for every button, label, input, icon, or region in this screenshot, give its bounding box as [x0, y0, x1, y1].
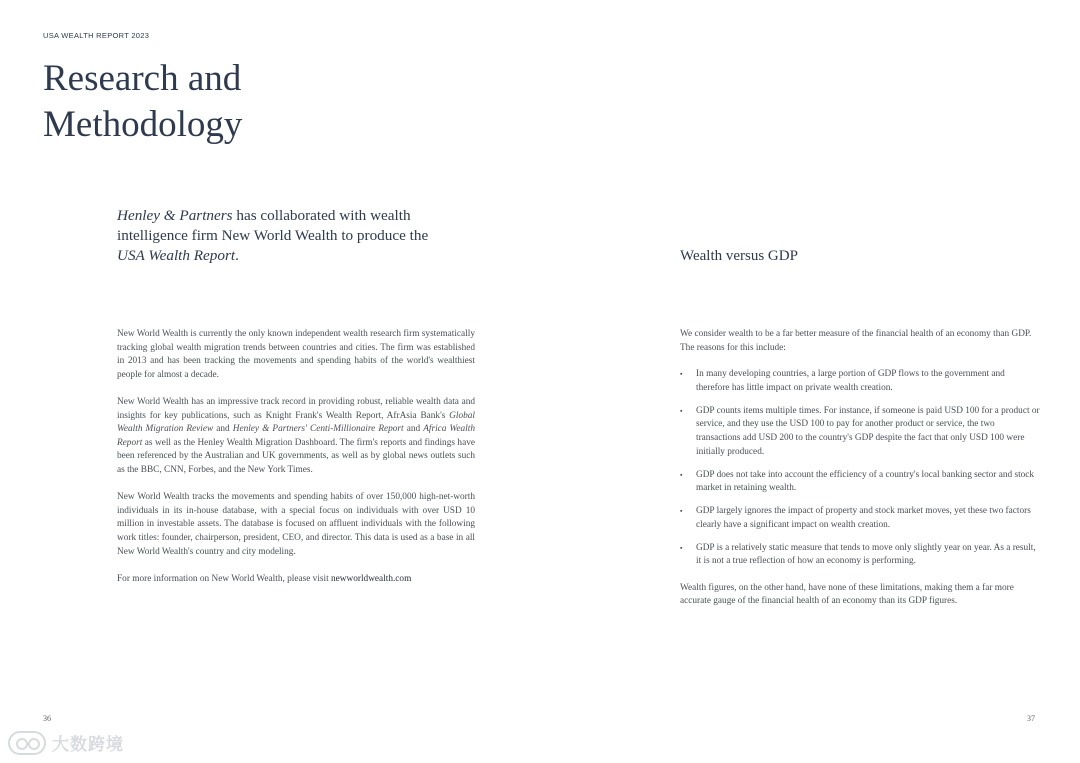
list-item: [680, 368, 1040, 395]
watermark: [8, 730, 124, 755]
left-body-text: [117, 328, 475, 600]
bullet-square-icon: ▪: [680, 470, 683, 479]
intro-paragraph: We consider wealth to be a far better measure of the financial health of an economy than GDP. The reasons for this include:: [680, 329, 1032, 353]
reasons-list: [680, 368, 1040, 569]
bullet-square-icon: ▪: [680, 507, 683, 516]
list-item-text: GDP counts items multiple times. For instance, if someone is paid USD 100 for a product or service, and they use the USD 100 to pay for another product or service, the two transactions add USD 200 to the country's GDP despite the fact that only USD 100 were initially produced.: [696, 405, 1040, 457]
section-subheading: Wealth versus GDP: [680, 248, 798, 264]
bullet-square-icon: ▪: [680, 370, 683, 379]
p2-e: and: [403, 424, 424, 435]
lede-paragraph: [117, 206, 447, 266]
list-item: [680, 405, 1040, 459]
paragraph-more-info: [117, 573, 475, 587]
paragraph-database: New World Wealth tracks the movements and spending habits of over 150,000 high-net-worth individuals in its in-house database, with a special focus on individuals with over USD 10 million in investable assets. The database is focused on affluent individuals with the following work titles: founder, chairperson, president, CEO, and director. This data is used as a base in all New World Wealth's country and city modeling.: [117, 492, 475, 557]
right-body-text: [680, 328, 1040, 622]
page-number-left: 36: [43, 714, 51, 723]
list-item-text: GDP does not take into account the efficiency of a country's local banking sector and stock market in retaining wealth.: [696, 469, 1035, 494]
paragraph-track-record: [117, 396, 475, 478]
page-title: Research and Methodology: [43, 58, 243, 145]
camera-logo-icon: [8, 731, 46, 755]
running-header: USA WEALTH REPORT 2023: [43, 31, 150, 40]
lede-mid: has collaborated with wealth intelligence firm New World Wealth to produce the: [117, 207, 429, 244]
list-item: [680, 542, 1040, 569]
p2-africa-report: Africa Wealth Report: [117, 424, 475, 448]
lede-brand: Henley & Partners: [117, 207, 233, 224]
list-item: [680, 505, 1040, 532]
p2-c: and: [213, 424, 233, 435]
p2-centi-millionaire-report: Henley & Partners' Centi-Millionaire Report: [232, 424, 404, 435]
lede-report-title: USA Wealth Report: [117, 247, 236, 264]
watermark-text: 大数跨境: [52, 735, 124, 755]
p2-migration-review: Global Wealth Migration Review: [117, 410, 475, 435]
p2-a: New World Wealth has an impressive track record in providing robust, reliable wealth data and insights for key publications, such as Knight Frank's Wealth Report, AfrAsia Bank's: [117, 396, 475, 421]
bullet-square-icon: ▪: [680, 406, 683, 415]
lede-end: .: [235, 247, 239, 264]
website-link[interactable]: newworldwealth.com: [331, 573, 412, 584]
list-item-text: In many developing countries, a large portion of GDP flows to the government and therefore has little impact on private wealth creation.: [696, 369, 1005, 393]
more-info-text: For more information on New World Wealth, please visit: [117, 573, 332, 584]
page-number-right: 37: [1027, 714, 1035, 723]
list-item: [680, 469, 1040, 496]
p2-g: as well as the Henley Wealth Migration Dashboard. The firm's reports and findings have been referenced by the Australian and UK governments, as well as by global news outlets such as the BBC, CNN, Forbes, and the New York Times.: [117, 437, 475, 475]
list-item-text: GDP largely ignores the impact of property and stock market moves, yet these two factors clearly have a significant impact on wealth creation.: [696, 506, 1031, 530]
paragraph-about: New World Wealth is currently the only known independent wealth research firm systematically tracking global wealth migration trends between countries and cities. The firm was established in 2013 and has been tracking the movements and spending habits of the world's wealthiest people for almost a decade.: [117, 329, 475, 380]
closing-paragraph: Wealth figures, on the other hand, have none of these limitations, making them a far more accurate gauge of the financial health of an economy than its GDP figures.: [680, 582, 1014, 607]
list-item-text: GDP is a relatively static measure that tends to move only slightly year on year. As a result, it is not a true reflection of how an economy is performing.: [696, 542, 1036, 567]
bullet-square-icon: ▪: [680, 543, 683, 552]
